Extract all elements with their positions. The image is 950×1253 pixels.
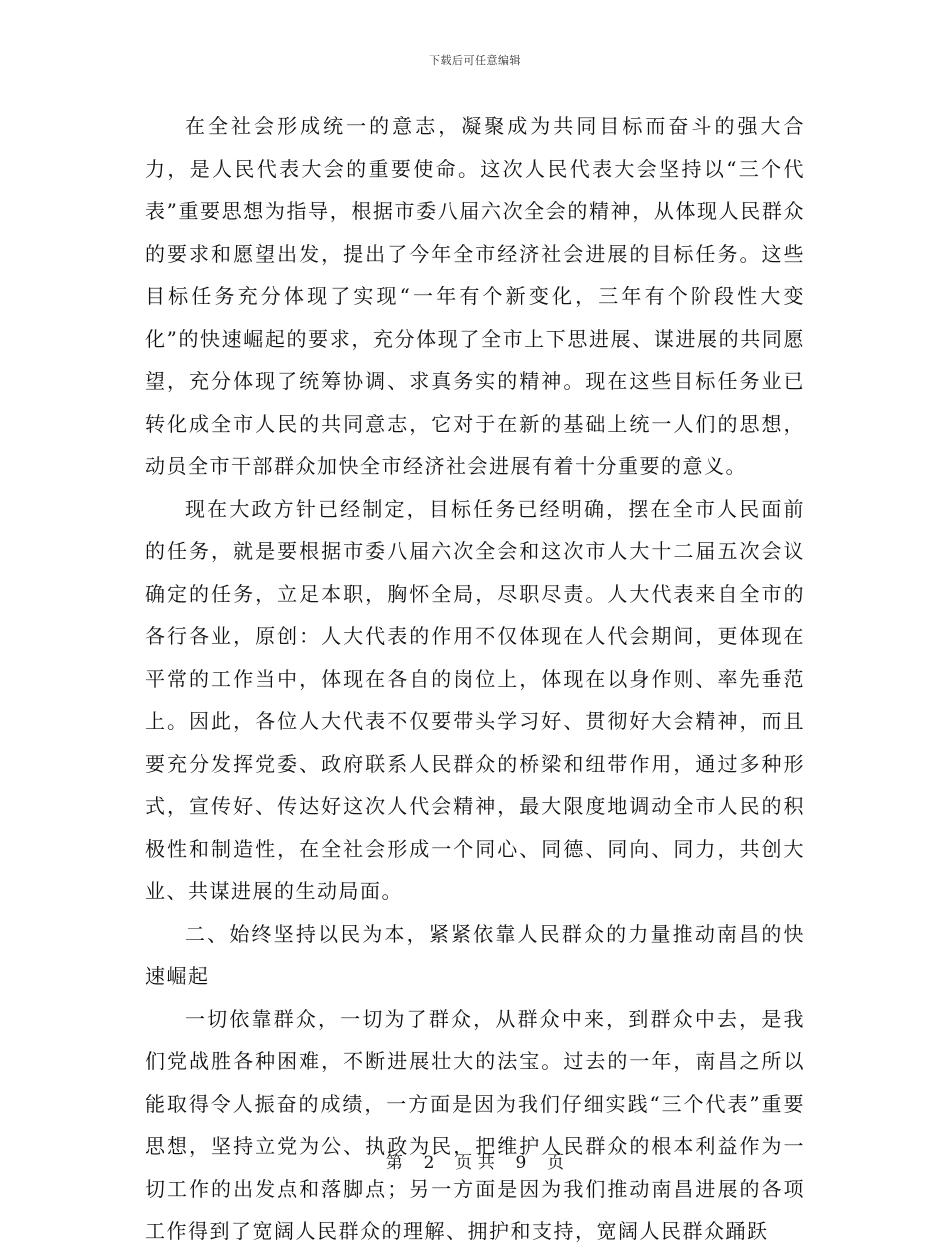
footer-prefix: 第 [385, 1153, 403, 1173]
page-footer [0, 1148, 950, 1173]
section-heading: 二、始终坚持以民为本，紧紧依靠人民群众的力量推动南昌的快速崛起 [145, 921, 805, 988]
footer-total-pages: 9 [515, 1153, 527, 1173]
footer-middle: 页 共 [455, 1153, 495, 1173]
page-header: 下载后可任意编辑 [429, 54, 521, 67]
paragraph-2: 现在大政方针已经制定，目标任务已经明确，摆在全市人民面前的任务，就是要根据市委八届六次全会和这次市人大十二届五次会议确定的任务，立足本职，胸怀全局，尽职尽责。人大代表来自全市的各行各业，原创：人大代表的作用不仅体现在人代会期间，更体现在平常的工作当中，体现在各自的岗位上，体现在以身作则、率先垂范上。因此，各位人大代表不仅要带头学习好、贯彻好大会精神，而且要充分发挥党委、政府联系人民群众的桥梁和纽带作用，通过多种形式，宣传好、传达好这次人代会精神，最大限度地调动全市人民的积极性和制造性，在全社会形成一个同心、同德、同向、同力，共创大业、共谋进展的生动局面。 [145, 496, 805, 903]
footer-suffix: 页 [547, 1153, 565, 1173]
paragraph-3: 一切依靠群众，一切为了群众，从群众中来，到群众中去，是我们党战胜各种困难，不断进展壮大的法宝。过去的一年，南昌之所以能取得令人振奋的成绩，一方面是因为我们仔细实践“三个代表”重要思想，坚持立党为公、执政为民，把维护人民群众的根本利益作为一切工作的出发点和落脚点；另一方面是因为我们推动南昌进展的各项工作得到了宽阔人民群众的理解、拥护和支持，宽阔人民群众踊跃 [145, 1006, 805, 1243]
document-body [145, 105, 805, 1253]
paragraph-1: 在全社会形成统一的意志，凝聚成为共同目标而奋斗的强大合力，是人民代表大会的重要使命。这次人民代表大会坚持以“三个代表”重要思想为指导，根据市委八届六次全会的精神，从体现人民群众的要求和愿望出发，提出了今年全市经济社会进展的目标任务。这些目标任务充分体现了实现“一年有个新变化，三年有个阶段性大变化”的快速崛起的要求，充分体现了全市上下思进展、谋进展的共同愿望，充分体现了统筹协调、求真务实的精神。现在这些目标任务业已转化成全市人民的共同意志，它对于在新的基础上统一人们的思想，动员全市干部群众加快全市经济社会进展有着十分重要的意义。 [145, 114, 805, 478]
footer-page-number: 2 [423, 1153, 435, 1173]
